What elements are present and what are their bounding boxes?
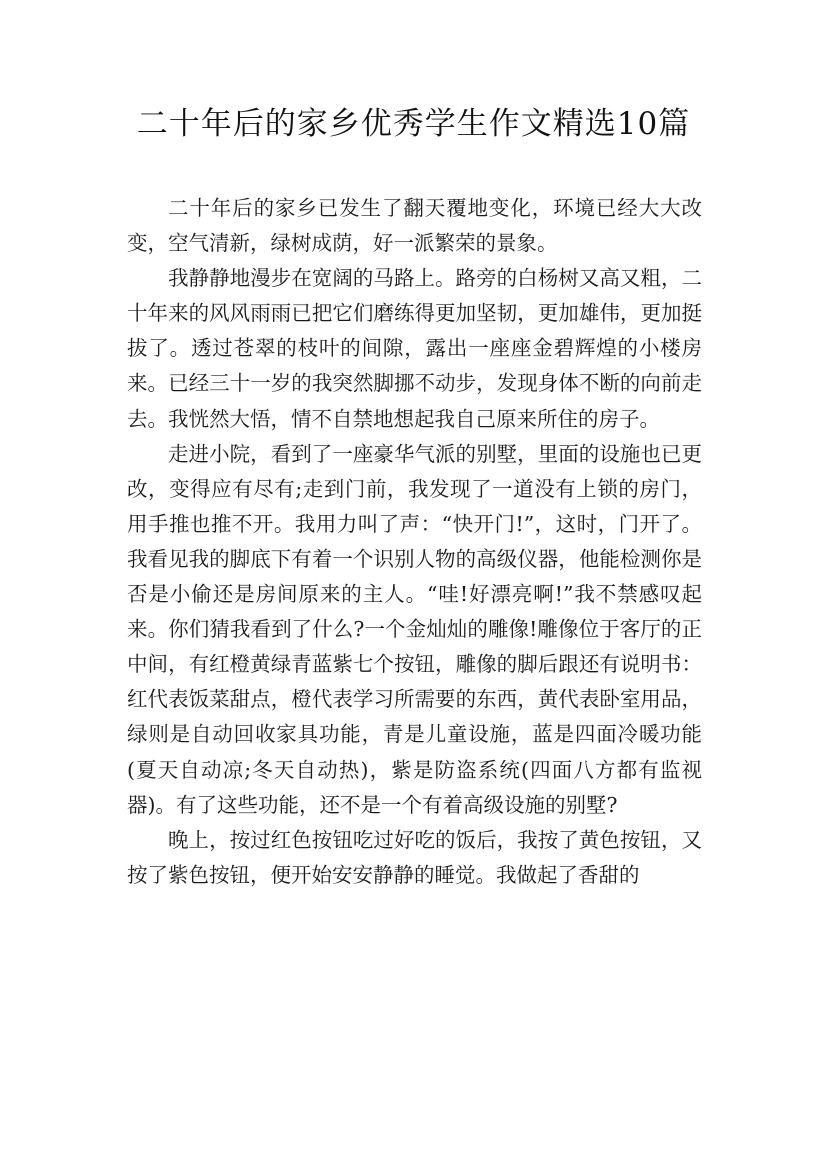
document-body xyxy=(127,191,702,893)
paragraph-3: 走进小院，看到了一座豪华气派的别墅，里面的设施也已更改，变得应有尽有;走到门前，我发现了一道没有上锁的房门，用手推也推不开。我用力叫了声：“快开门!”，这时，门开了。我看见我的脚底下有着一个识别人物的高级仪器，他能检测你是否是小偷还是房间原来的主人。“哇!好漂亮啊!”我不禁感叹起来。你们猜我看到了什么?一个金灿灿的雕像!雕像位于客厅的正中间，有红橙黄绿青蓝紫七个按钮，雕像的脚后跟还有说明书：红代表饭菜甜点，橙代表学习所需要的东西，黄代表卧室用品，绿则是自动回收家具功能，青是儿童设施，蓝是四面冷暖功能(夏天自动凉;冬天自动热)，紫是防盗系统(四面八方都有监视器)。有了这些功能，还不是一个有着高级设施的别墅? xyxy=(127,441,702,817)
paragraph-1: 二十年后的家乡已发生了翻天覆地变化，环境已经大大改变，空气清新，绿树成荫，好一派繁荣的景象。 xyxy=(127,196,702,256)
paragraph-4: 晚上，按过红色按钮吃过好吃的饭后，我按了黄色按钮，又按了紫色按钮，便开始安安静静的睡觉。我做起了香甜的 xyxy=(127,827,702,887)
paragraph-2: 我静静地漫步在宽阔的马路上。路旁的白杨树又高又粗，二十年来的风风雨雨已把它们磨练得更加坚韧，更加雄伟，更加挺拔了。透过苍翠的枝叶的间隙，露出一座座金碧辉煌的小楼房来。已经三十一岁的我突然脚挪不动步，发现身体不断的向前走去。我恍然大悟，情不自禁地想起我自己原来所住的房子。 xyxy=(127,266,702,431)
document-title: 二十年后的家乡优秀学生作文精选10篇 xyxy=(136,106,691,142)
